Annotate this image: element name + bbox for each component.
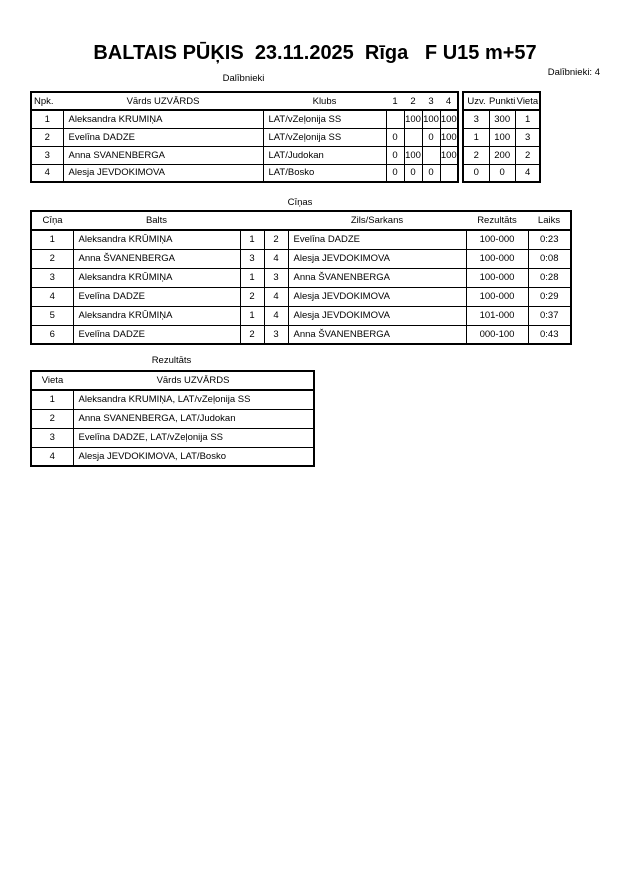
cell-npk: 3	[31, 146, 63, 164]
cell-white-name: Evelīna DADZE	[73, 287, 240, 306]
cell-white-name: Aleksandra KRŪMIŅA	[73, 230, 240, 249]
cell-fight-no: 6	[31, 325, 73, 344]
cell-white-name: Aleksandra KRŪMIŅA	[73, 306, 240, 325]
cell-blue-name: Alesja JEVDOKIMOVA	[288, 249, 466, 268]
cell-place: 3	[31, 428, 73, 447]
cell-score-2	[404, 128, 422, 146]
cell-name: Evelīna DADZE	[63, 128, 263, 146]
cell-name-club: Anna SVANENBERGA, LAT/Judokan	[73, 409, 314, 428]
participants-header-row	[31, 92, 458, 110]
cell-score-4	[440, 164, 458, 182]
cell-time: 0:37	[528, 306, 571, 325]
cell-points: 300	[489, 110, 515, 128]
header-wins: Uzv.	[463, 92, 489, 110]
participants-table	[30, 91, 459, 183]
table-row	[463, 110, 540, 128]
cell-white-number: 1	[240, 268, 264, 287]
table-row	[31, 128, 458, 146]
cell-white-name: Anna ŠVANENBERGA	[73, 249, 240, 268]
table-row	[31, 325, 571, 344]
cell-white-name: Aleksandra KRŪMIŅA	[73, 268, 240, 287]
table-row	[31, 230, 571, 249]
header-opponent-1: 1	[386, 92, 404, 110]
cell-blue-number: 3	[264, 268, 288, 287]
cell-result: 101-000	[466, 306, 528, 325]
table-row	[31, 164, 458, 182]
header-points: Punkti	[489, 92, 515, 110]
cell-white-number: 1	[240, 306, 264, 325]
cell-white-number: 2	[240, 287, 264, 306]
cell-name: Alesja JEVDOKIMOVA	[63, 164, 263, 182]
cell-wins: 2	[463, 146, 489, 164]
header-white-number	[240, 211, 264, 230]
table-row	[31, 409, 314, 428]
cell-npk: 1	[31, 110, 63, 128]
cell-name: Anna SVANENBERGA	[63, 146, 263, 164]
participants-count: Dalībnieki: 4	[547, 67, 600, 78]
cell-score-4: 100	[440, 110, 458, 128]
cell-white-name: Evelīna DADZE	[73, 325, 240, 344]
cell-score-2: 100	[404, 146, 422, 164]
fights-header-row	[31, 211, 571, 230]
participants-summary-table	[462, 91, 541, 183]
table-row	[31, 287, 571, 306]
cell-score-3: 0	[422, 164, 440, 182]
cell-place: 4	[515, 164, 540, 182]
cell-white-number: 3	[240, 249, 264, 268]
cell-points: 200	[489, 146, 515, 164]
table-row	[31, 268, 571, 287]
cell-blue-number: 3	[264, 325, 288, 344]
header-result: Rezultāts	[466, 211, 528, 230]
table-row	[31, 249, 571, 268]
table-row	[31, 146, 458, 164]
cell-score-2: 100	[404, 110, 422, 128]
cell-fight-no: 5	[31, 306, 73, 325]
cell-time: 0:08	[528, 249, 571, 268]
cell-fight-no: 2	[31, 249, 73, 268]
table-row	[31, 447, 314, 466]
cell-score-3: 100	[422, 110, 440, 128]
cell-white-number: 2	[240, 325, 264, 344]
cell-wins: 0	[463, 164, 489, 182]
header-club: Klubs	[263, 92, 386, 110]
cell-result: 100-000	[466, 230, 528, 249]
cell-club: LAT/vZeļonija SS	[263, 110, 386, 128]
participants-section-label: Dalībnieki	[222, 73, 265, 84]
cell-points: 100	[489, 128, 515, 146]
cell-name-club: Evelīna DADZE, LAT/vZeļonija SS	[73, 428, 314, 447]
table-row	[463, 128, 540, 146]
cell-score-3: 0	[422, 128, 440, 146]
header-fight: Cīņa	[31, 211, 73, 230]
table-row	[31, 306, 571, 325]
cell-npk: 4	[31, 164, 63, 182]
cell-score-1: 0	[386, 128, 404, 146]
cell-result: 100-000	[466, 249, 528, 268]
header-white: Balts	[73, 211, 240, 230]
cell-fight-no: 1	[31, 230, 73, 249]
cell-result: 100-000	[466, 287, 528, 306]
cell-time: 0:29	[528, 287, 571, 306]
cell-result: 000-100	[466, 325, 528, 344]
cell-blue-number: 4	[264, 287, 288, 306]
cell-wins: 3	[463, 110, 489, 128]
cell-blue-number: 4	[264, 306, 288, 325]
cell-fight-no: 3	[31, 268, 73, 287]
cell-score-1: 0	[386, 146, 404, 164]
table-row	[31, 390, 314, 409]
results-header-row	[31, 371, 314, 390]
cell-name-club: Alesja JEVDOKIMOVA, LAT/Bosko	[73, 447, 314, 466]
cell-npk: 2	[31, 128, 63, 146]
cell-fight-no: 4	[31, 287, 73, 306]
header-time: Laiks	[528, 211, 571, 230]
header-opponent-2: 2	[404, 92, 422, 110]
cell-score-4: 100	[440, 128, 458, 146]
header-place: Vieta	[31, 371, 73, 390]
participants-summary-header-row	[463, 92, 540, 110]
cell-name: Aleksandra KRUMIŅA	[63, 110, 263, 128]
cell-blue-name: Alesja JEVDOKIMOVA	[288, 287, 466, 306]
cell-club: LAT/Bosko	[263, 164, 386, 182]
header-name: Vārds UZVĀRDS	[73, 371, 314, 390]
fights-table	[30, 210, 572, 345]
cell-result: 100-000	[466, 268, 528, 287]
header-blue: Zils/Sarkans	[288, 211, 466, 230]
cell-points: 0	[489, 164, 515, 182]
fights-section-label: Cīņas	[287, 197, 313, 208]
cell-blue-number: 4	[264, 249, 288, 268]
results-table	[30, 370, 315, 467]
table-row	[463, 146, 540, 164]
page-title: BALTAIS PŪĶIS 23.11.2025 Rīga F U15 m+57	[93, 42, 537, 64]
cell-score-1	[386, 110, 404, 128]
header-opponent-4: 4	[440, 92, 458, 110]
header-opponent-3: 3	[422, 92, 440, 110]
cell-club: LAT/vZeļonija SS	[263, 128, 386, 146]
cell-score-2: 0	[404, 164, 422, 182]
cell-place: 4	[31, 447, 73, 466]
results-section-label: Rezultāts	[151, 355, 192, 366]
cell-white-number: 1	[240, 230, 264, 249]
cell-blue-name: Alesja JEVDOKIMOVA	[288, 306, 466, 325]
header-name: Vārds UZVĀRDS	[63, 92, 263, 110]
cell-blue-name: Anna ŠVANENBERGA	[288, 268, 466, 287]
cell-score-3	[422, 146, 440, 164]
table-row	[31, 428, 314, 447]
table-row	[31, 110, 458, 128]
cell-club: LAT/Judokan	[263, 146, 386, 164]
participants-table-group	[30, 91, 541, 183]
table-row	[463, 164, 540, 182]
cell-score-4: 100	[440, 146, 458, 164]
cell-place: 2	[31, 409, 73, 428]
cell-place: 2	[515, 146, 540, 164]
header-place: Vieta	[515, 92, 540, 110]
cell-place: 1	[31, 390, 73, 409]
cell-score-1: 0	[386, 164, 404, 182]
cell-time: 0:28	[528, 268, 571, 287]
cell-name-club: Aleksandra KRUMIŅA, LAT/vZeļonija SS	[73, 390, 314, 409]
cell-time: 0:23	[528, 230, 571, 249]
cell-place: 1	[515, 110, 540, 128]
cell-time: 0:43	[528, 325, 571, 344]
cell-wins: 1	[463, 128, 489, 146]
cell-blue-number: 2	[264, 230, 288, 249]
header-npk: Npk.	[31, 92, 63, 110]
header-blue-number	[264, 211, 288, 230]
cell-blue-name: Anna ŠVANENBERGA	[288, 325, 466, 344]
cell-blue-name: Evelīna DADZE	[288, 230, 466, 249]
cell-place: 3	[515, 128, 540, 146]
